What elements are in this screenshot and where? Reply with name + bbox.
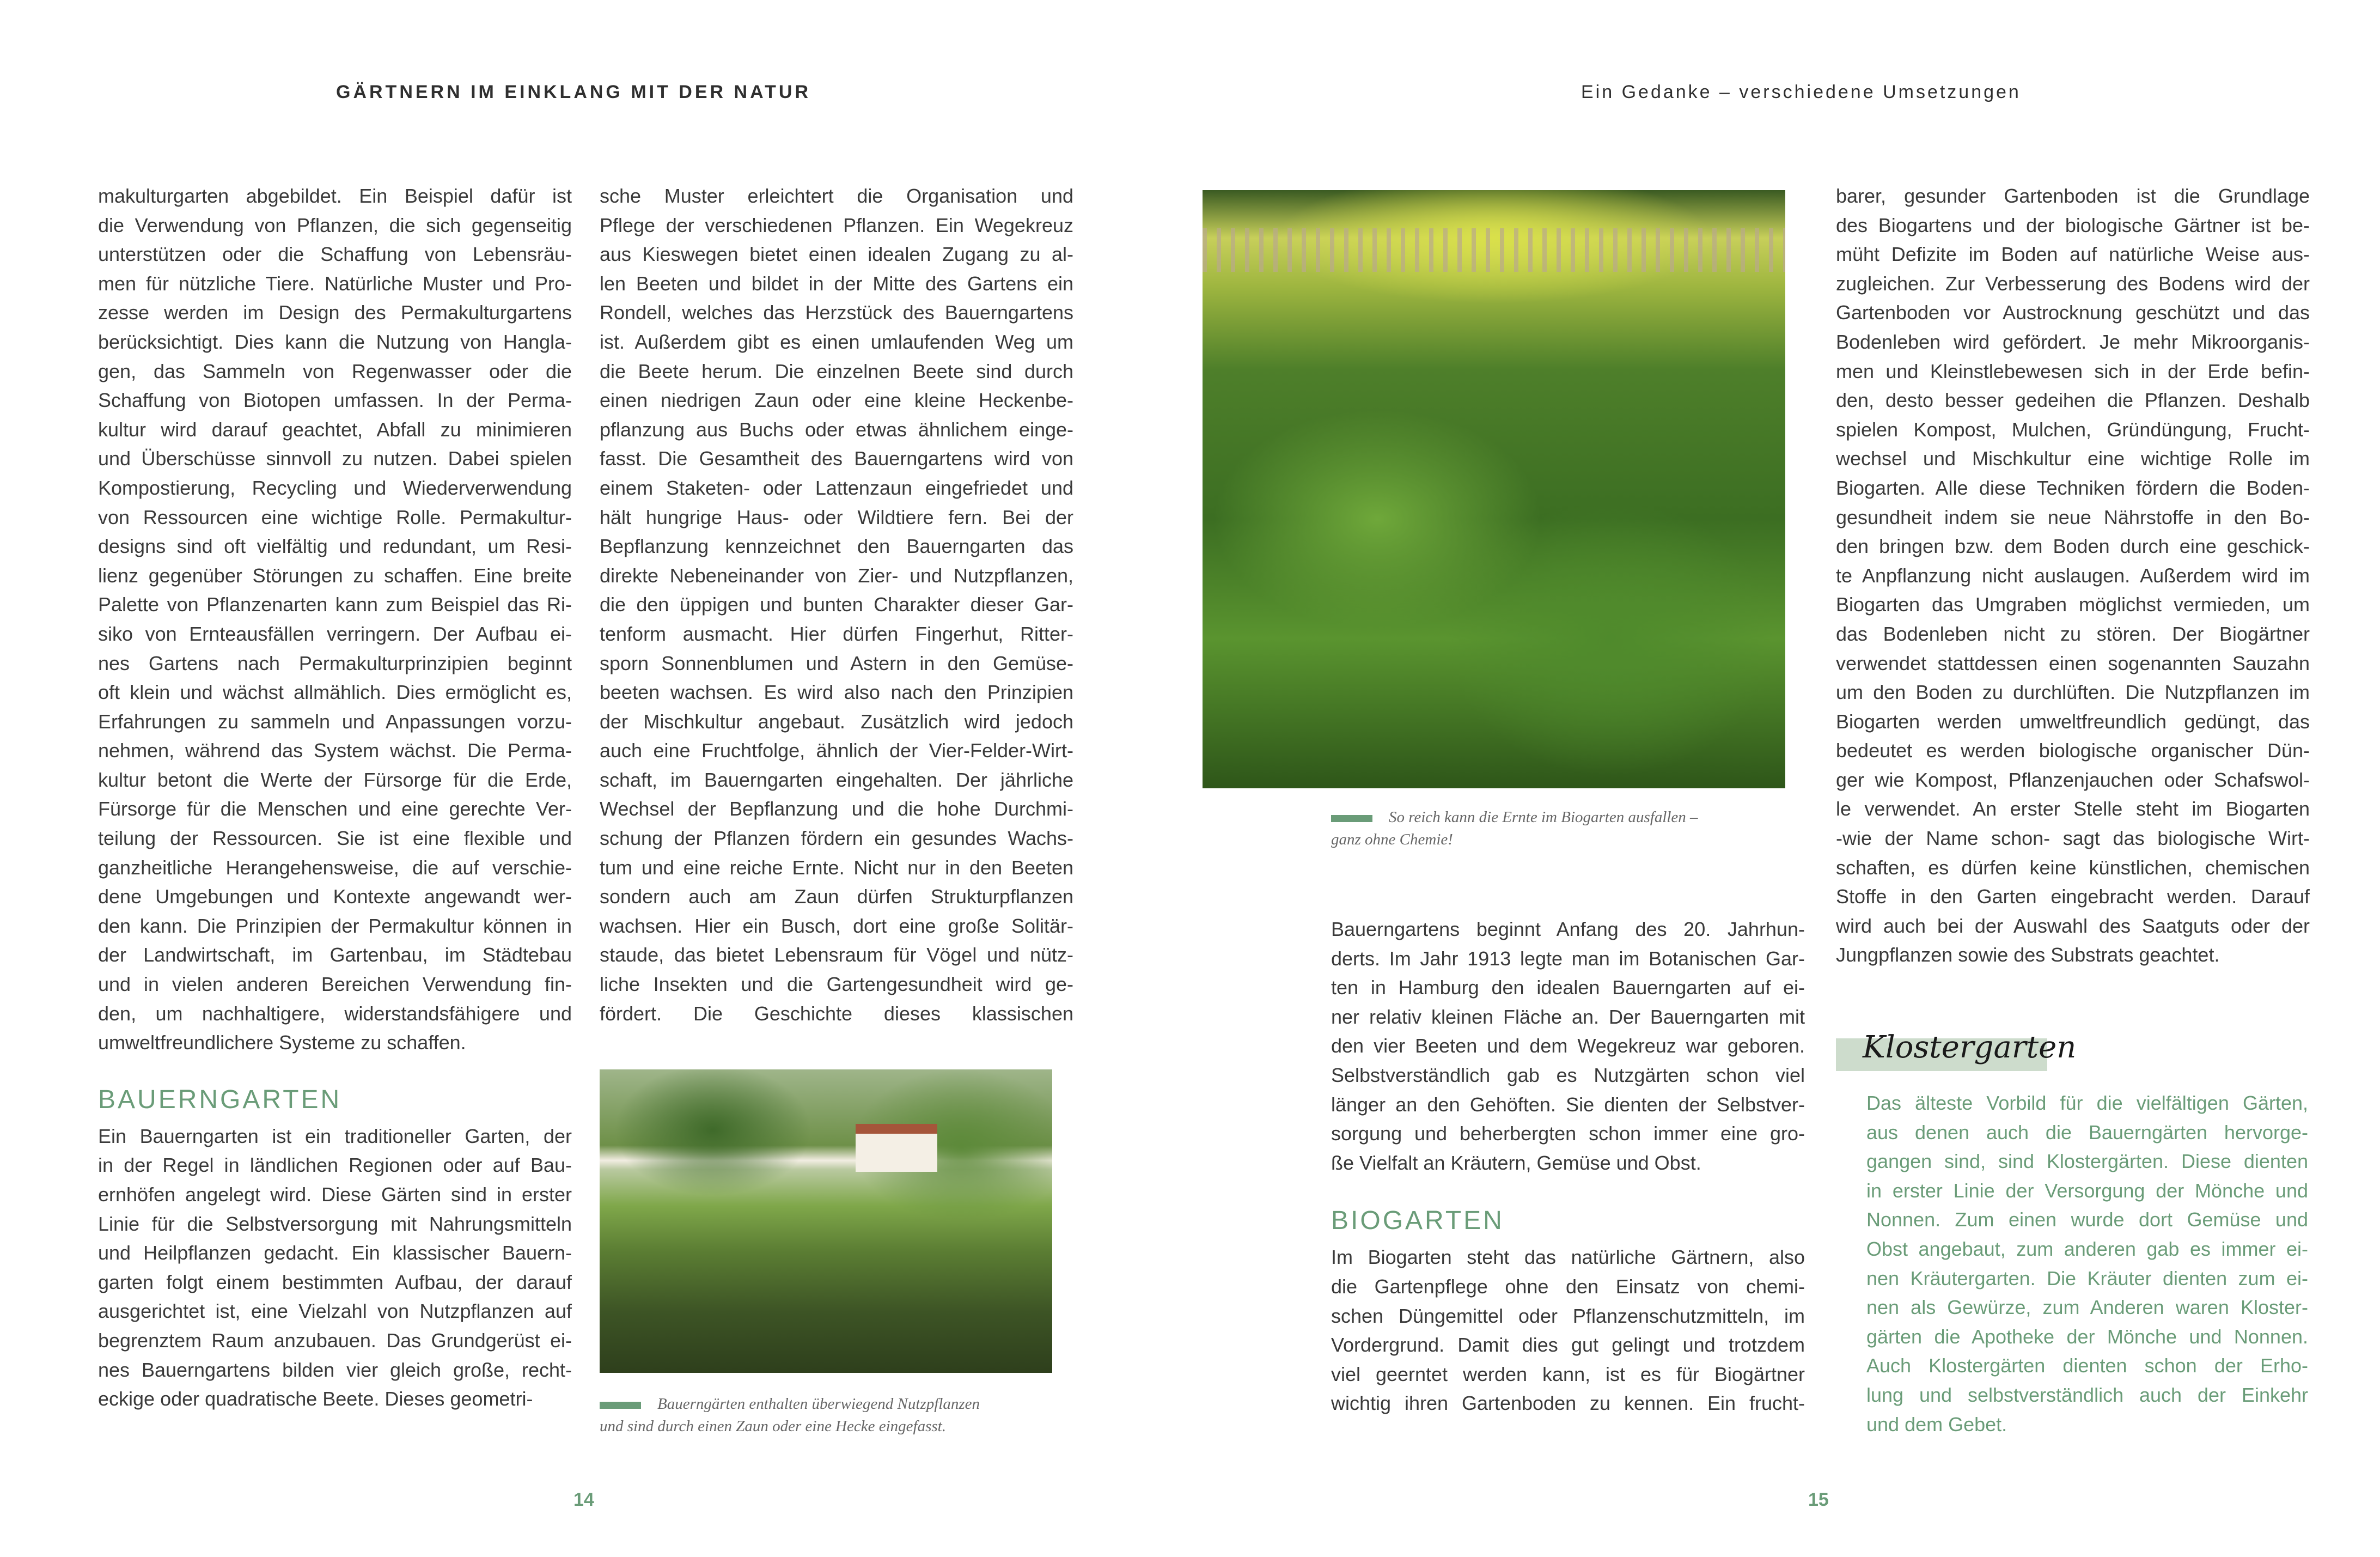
- text-line: den vier Beeten und dem Wegekreuz war geboren.: [1331, 1035, 1805, 1057]
- text-line: Stoffe in den Garten eingebracht werden. Darauf: [1836, 885, 2310, 908]
- caption-bar: [1331, 815, 1372, 822]
- text-line: Im Biogarten steht das natürliche Gärtnern, also: [1331, 1246, 1805, 1269]
- text-line: ist. Außerdem gibt es einen umlaufenden Weg um: [600, 330, 1073, 353]
- text-line: schung der Pflanzen fördern ein gesundes Wachs-: [600, 827, 1073, 850]
- text-line: kultur wird darauf geachtet, Abfall zu minimieren: [98, 418, 572, 441]
- paragraph-geschichte: [1331, 915, 1805, 1177]
- section-heading-biogarten: BIOGARTEN: [1331, 1206, 1504, 1236]
- text-line: der Landwirtschaft, im Gartenbau, im Städtebau: [98, 944, 572, 966]
- text-line: auch eine Fruchtfolge, ähnlich der Vier-Felder-Wirt-: [600, 739, 1073, 762]
- text-line: der Mischkultur angebaut. Zusätzlich wird jedoch: [600, 710, 1073, 733]
- text-line: fördert. Die Geschichte dieses klassischen: [600, 1002, 1073, 1025]
- text-line: derts. Im Jahr 1913 legte man im Botanischen Gar-: [1331, 947, 1805, 970]
- text-line: barer, gesunder Gartenboden ist die Grundlage: [1836, 185, 2310, 207]
- text-line: fasst. Die Gesamtheit des Bauerngartens wird von: [600, 447, 1073, 470]
- text-line: teilung der Ressourcen. Sie ist eine flexible und: [98, 827, 572, 850]
- text-line: um den Boden zu durchlüften. Die Nutzpflanzen im: [1836, 681, 2310, 704]
- text-line: Biogarten. Alle diese Techniken fördern die Boden-: [1836, 476, 2310, 499]
- text-line: len Beeten und bildet in der Mitte des Gartens ein: [600, 272, 1073, 295]
- text-line: Pflege der verschiedenen Pflanzen. Ein Wegekreuz: [600, 214, 1073, 236]
- text-line: wechsel und Mischkultur eine wichtige Rolle im: [1836, 447, 2310, 470]
- text-line: Obst angebaut, zum anderen gab es immer ei-: [1866, 1237, 2308, 1260]
- text-line: Kompostierung, Recycling und Wiederverwendung: [98, 476, 572, 499]
- text-line: Schaffung von Biotopen umfassen. In der Perma-: [98, 389, 572, 412]
- text-line: länger an den Gehöften. Sie dienten der Selbstver-: [1331, 1093, 1805, 1116]
- column-3: [1331, 915, 1805, 1418]
- text-line: nen als Gewürze, zum Anderen waren Kloster-: [1866, 1296, 2308, 1319]
- text-line: von Ressourcen eine wichtige Rolle. Permakultur-: [98, 506, 572, 528]
- text-line: lung und selbstverständlich auch der Einkehr: [1866, 1383, 2308, 1406]
- text-line: den, desto besser gedeihen die Pflanzen. Deshalb: [1836, 389, 2310, 412]
- text-line: makulturgarten abgebildet. Ein Beispiel dafür ist: [98, 185, 572, 207]
- text-line: Fürsorge für die Menschen und eine gerechte Ver-: [98, 798, 572, 820]
- text-line: den bringen bzw. dem Boden durch eine geschick-: [1836, 535, 2310, 558]
- text-line: Linie für die Selbstversorgung mit Nahrungsmitteln: [98, 1212, 572, 1235]
- text-line: nes Gartens nach Permakulturprinzipien beginnt: [98, 652, 572, 674]
- text-line: unterstützen oder die Schaffung von Lebensräu-: [98, 243, 572, 266]
- text-line: den, um nachhaltigere, widerstandsfähigere und: [98, 1002, 572, 1025]
- text-line: schaften, es dürfen keine künstlichen, chemischen: [1836, 856, 2310, 879]
- text-line: gesundheit indem sie neue Nährstoffe in den Bo-: [1836, 506, 2310, 528]
- paragraph-bauerngarten: [98, 1122, 572, 1414]
- text-line: die Beete herum. Die einzelnen Beete sind durch: [600, 360, 1073, 382]
- text-line: Auch Klostergärten dienten schon der Erho-: [1866, 1354, 2308, 1377]
- text-line: Ein Bauerngarten ist ein traditioneller Garten, der: [98, 1124, 572, 1147]
- text-line: kultur betont die Werte der Fürsorge für die Erde,: [98, 768, 572, 791]
- text-line: und dem Gebet.: [1866, 1413, 2007, 1436]
- caption-line: und sind durch einen Zaun oder eine Hecke eingefasst.: [600, 1418, 946, 1435]
- text-line: men für nützliche Tiere. Natürliche Muster und Pro-: [98, 272, 572, 295]
- caption-bar: [600, 1402, 641, 1409]
- text-line: Rondell, welches das Herzstück des Bauerngartens: [600, 301, 1073, 324]
- text-line: pflanzung aus Buchs oder etwas ähnlichem einge-: [600, 418, 1073, 441]
- farmhouse-shape: [856, 1124, 937, 1172]
- paragraph-bauerngarten-cont: [600, 181, 1073, 1028]
- text-line: oft klein und wächst allmählich. Dies ermöglicht es,: [98, 681, 572, 704]
- text-line: ernhöfen angelegt wird. Diese Gärten sind in erster: [98, 1183, 572, 1206]
- text-line: beeten wachsen. Es wird also nach den Prinzipien: [600, 681, 1073, 704]
- text-line: staude, das bietet Lebensraum für Vögel und nütz-: [600, 944, 1073, 966]
- text-line: begrenztem Raum anzubauen. Das Grundgerüst ei-: [98, 1329, 572, 1352]
- text-line: le verwendet. An erster Stelle steht im Biogarten: [1836, 798, 2310, 820]
- text-line: liche Insekten und die Gartengesundheit wird ge-: [600, 973, 1073, 996]
- text-line: verwendet stattdessen einen sogenannten Sauzahn: [1836, 652, 2310, 674]
- paragraph-biogarten-cont: [1836, 181, 2310, 970]
- fence-shape: [1203, 228, 1785, 272]
- text-line: Jungpflanzen sowie des Substrats geachtet.: [1836, 944, 2220, 966]
- text-line: und Überschüsse sinnvoll zu nutzen. Dabei spielen: [98, 447, 572, 470]
- text-line: umweltfreundlichere Systeme zu schaffen.: [98, 1031, 466, 1054]
- text-line: bedeutet es werden biologische organischer Dün-: [1836, 739, 2310, 762]
- column-2: [600, 181, 1073, 1028]
- text-line: spielen Kompost, Mulchen, Gründüngung, Frucht-: [1836, 418, 2310, 441]
- text-line: des Biogartens und der biologische Gärtner ist be-: [1836, 214, 2310, 236]
- text-line: ganzheitliche Herangehensweise, die auf verschie-: [98, 856, 572, 879]
- text-line: Palette von Pflanzenarten kann zum Beispiel das Ri-: [98, 593, 572, 616]
- text-line: ausgerichtet ist, eine Vielzahl von Nutzpflanzen auf: [98, 1300, 572, 1323]
- text-line: Das älteste Vorbild für die vielfältigen Gärten,: [1866, 1092, 2308, 1114]
- text-line: wichtig ihren Gartenboden zu kennen. Ein frucht-: [1331, 1392, 1805, 1415]
- klostergarten-box: [1866, 1088, 2308, 1439]
- text-line: schen Düngemittel oder Pflanzenschutzmitteln, im: [1331, 1304, 1805, 1327]
- text-line: Vordergrund. Damit dies gut gelingt und trotzdem: [1331, 1334, 1805, 1357]
- running-head-right: Ein Gedanke – verschiedene Umsetzungen: [1581, 82, 2021, 102]
- text-line: ner relativ kleinen Fläche an. Der Bauerngarten mit: [1331, 1005, 1805, 1028]
- text-line: hält hungrige Haus- oder Wildtiere fern. Bei der: [600, 506, 1073, 528]
- text-line: sporn Sonnenblumen und Astern in den Gemüse-: [600, 652, 1073, 674]
- text-line: die Gartenpflege ohne den Einsatz von chemi-: [1331, 1275, 1805, 1298]
- text-line: Bepflanzung kennzeichnet den Bauerngarten das: [600, 535, 1073, 558]
- photo-bauerngarten: [600, 1069, 1052, 1373]
- text-line: ße Vielfalt an Kräutern, Gemüse und Obst.: [1331, 1151, 1701, 1174]
- text-line: Biogarten das Umgraben möglichst vermieden, um: [1836, 593, 2310, 616]
- text-line: einen niedrigen Zaun oder eine kleine Heckenbe-: [600, 389, 1073, 412]
- column-1: [98, 181, 572, 1414]
- text-line: in der Regel in ländlichen Regionen oder auf Bau-: [98, 1154, 572, 1177]
- caption-line: So reich kann die Ernte im Biogarten ausfallen –: [1389, 808, 1698, 826]
- text-line: sondern auch am Zaun dürfen Strukturpflanzen: [600, 885, 1073, 908]
- paragraph-permakultur: [98, 181, 572, 1057]
- text-line: zesse werden im Design des Permakulturgartens: [98, 301, 572, 324]
- text-line: eckige oder quadratische Beete. Dieses geometri-: [98, 1388, 533, 1410]
- text-line: die den üppigen und bunten Charakter dieser Gar-: [600, 593, 1073, 616]
- running-head-left: GÄRTNERN IM EINKLANG MIT DER NATUR: [336, 82, 811, 102]
- text-line: ten in Hamburg den idealen Bauerngarten auf ei-: [1331, 976, 1805, 999]
- text-line: aus Kieswegen bietet einen idealen Zugang zu al-: [600, 243, 1073, 266]
- caption-bauerngarten: [600, 1393, 980, 1438]
- text-line: und Heilpflanzen gedacht. Ein klassischer Bauern-: [98, 1242, 572, 1264]
- text-line: ger wie Kompost, Pflanzenjauchen oder Schafswol-: [1836, 768, 2310, 791]
- text-line: Biogarten werden umweltfreundlich gedüngt, das: [1836, 710, 2310, 733]
- text-line: Bodenleben wird gefördert. Je mehr Mikroorganis-: [1836, 330, 2310, 353]
- text-line: lienz gegenüber Störungen zu schaffen. Eine breite: [98, 564, 572, 587]
- text-line: te Anpflanzung nicht auslaugen. Außerdem wird im: [1836, 564, 2310, 587]
- section-heading-bauerngarten: BAUERNGARTEN: [98, 1085, 342, 1114]
- text-line: aus denen auch die Bauerngärten hervorge-: [1866, 1121, 2308, 1144]
- text-line: direkte Nebeneinander von Zier- und Nutzpflanzen,: [600, 564, 1073, 587]
- paragraph-biogarten: [1331, 1243, 1805, 1418]
- text-line: designs sind oft vielfältig und redundant, um Resi-: [98, 535, 572, 558]
- text-line: wird auch bei der Auswahl des Saatguts oder der: [1836, 914, 2310, 937]
- text-line: berücksichtigt. Dies kann die Nutzung von Hangla-: [98, 330, 572, 353]
- text-line: men und Kleinstlebewesen sich in der Erde befin-: [1836, 360, 2310, 382]
- text-line: schaft, im Bauerngarten eingehalten. Der jährliche: [600, 768, 1073, 791]
- text-line: Selbstverständlich gab es Nutzgärten schon viel: [1331, 1063, 1805, 1086]
- text-line: Erfahrungen zu sammeln und Anpassungen vorzu-: [98, 710, 572, 733]
- text-line: nes Bauerngartens bilden vier gleich große, recht-: [98, 1358, 572, 1381]
- paragraph-klostergarten: [1866, 1088, 2308, 1439]
- text-line: tenform ausmacht. Hier dürfen Fingerhut, Ritter-: [600, 622, 1073, 645]
- text-line: siko von Ernteausfällen verringern. Der Aufbau ei-: [98, 622, 572, 645]
- text-line: tum und eine reiche Ernte. Nicht nur in den Beeten: [600, 856, 1073, 879]
- photo-biogarten: [1203, 190, 1785, 788]
- text-line: -wie der Name schon- sagt das biologische Wirt-: [1836, 827, 2310, 850]
- text-line: gangen sind, sind Klostergärten. Diese dienten: [1866, 1150, 2308, 1173]
- text-line: viel geerntet werden kann, ist es für Biogärtner: [1331, 1363, 1805, 1385]
- caption-biogarten: [1331, 806, 1698, 851]
- page-number-right: 15: [1808, 1489, 1829, 1510]
- text-line: gärten die Apotheke der Mönche und Nonnen.: [1866, 1325, 2308, 1348]
- text-line: das Bodenleben nicht zu stören. Der Biogärtner: [1836, 622, 2310, 645]
- caption-line: Bauerngärten enthalten überwiegend Nutzpflanzen: [657, 1395, 980, 1413]
- text-line: Gartenboden vor Austrocknung geschützt und das: [1836, 301, 2310, 324]
- text-line: Bauerngartens beginnt Anfang des 20. Jahrhun-: [1331, 918, 1805, 940]
- text-line: einem Staketen- oder Lattenzaun eingefriedet und: [600, 476, 1073, 499]
- caption-line: ganz ohne Chemie!: [1331, 831, 1453, 848]
- text-line: und in vielen anderen Bereichen Verwendung fin-: [98, 973, 572, 996]
- text-line: dene Umgebungen und Kontexte angewandt wer-: [98, 885, 572, 908]
- text-line: Wechsel der Bepflanzung und die hohe Durchmi-: [600, 798, 1073, 820]
- klostergarten-title: Klostergarten: [1863, 1030, 2077, 1065]
- text-line: sorgung und beherbergten schon immer eine gro-: [1331, 1122, 1805, 1145]
- text-line: zugleichen. Zur Verbesserung des Bodens wird der: [1836, 272, 2310, 295]
- text-line: gen, das Sammeln von Regenwasser oder die: [98, 360, 572, 382]
- page-number-left: 14: [573, 1489, 594, 1510]
- text-line: in erster Linie der Versorgung der Mönche und: [1866, 1179, 2308, 1202]
- text-line: die Verwendung von Pflanzen, die sich gegenseitig: [98, 214, 572, 236]
- text-line: wachsen. Hier ein Busch, dort eine große Solitär-: [600, 914, 1073, 937]
- column-4: [1836, 181, 2310, 970]
- text-line: den kann. Die Prinzipien der Permakultur können in: [98, 914, 572, 937]
- text-line: Nonnen. Zum einen wurde dort Gemüse und: [1866, 1208, 2308, 1231]
- text-line: müht Defizite im Boden auf natürliche Weise aus-: [1836, 243, 2310, 266]
- text-line: nehmen, während das System wächst. Die Perma-: [98, 739, 572, 762]
- text-line: nen Kräutergarten. Die Kräuter dienten zum ei-: [1866, 1267, 2308, 1290]
- text-line: sche Muster erleichtert die Organisation und: [600, 185, 1073, 207]
- text-line: garten folgt einem bestimmten Aufbau, der darauf: [98, 1270, 572, 1293]
